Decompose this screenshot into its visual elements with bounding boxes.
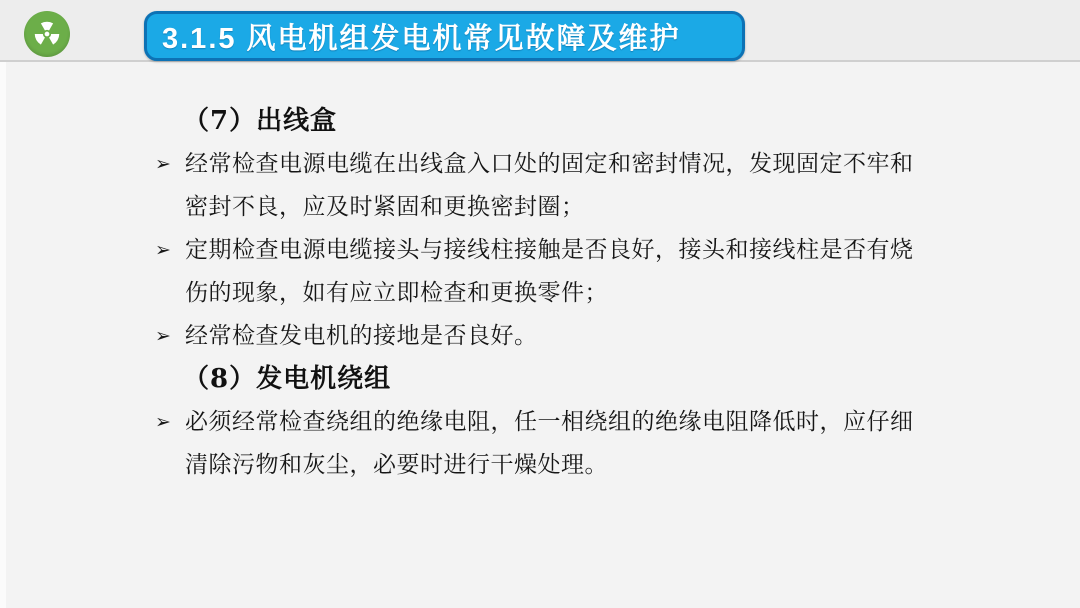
logo-badge: [24, 11, 70, 57]
slide-header-band: [0, 0, 1080, 62]
bullet-text: [185, 401, 1000, 487]
bullet-arrow-icon: ➢: [155, 411, 171, 433]
slide-title: 3.1.5 风电机组发电机常见故障及维护: [162, 22, 681, 55]
bullet-line: 定期检查电源电缆接头与接线柱接触是否良好，接头和接线柱是否有烧: [185, 237, 914, 263]
bullet-line: 密封不良，应及时紧固和更换密封圈；: [185, 194, 585, 220]
bullet-text: [185, 143, 1000, 229]
title-bar: [144, 11, 745, 61]
bullet-text: [185, 229, 1000, 315]
section-heading-7: （7）出线盒: [183, 106, 338, 136]
bullet-item: [155, 315, 1000, 358]
bullet-line: 必须经常检查绕组的绝缘电阻，任一相绕组的绝缘电阻降低时，应仔细: [185, 409, 914, 435]
slide-body: [0, 62, 1080, 487]
bullet-arrow-icon: ➢: [155, 325, 171, 347]
bullet-line: 经常检查发电机的接地是否良好。: [185, 323, 538, 349]
bullet-line: 清除污物和灰尘，必要时进行干燥处理。: [185, 452, 608, 478]
bullet-text: [185, 315, 1000, 358]
bullet-arrow-icon: ➢: [155, 153, 171, 175]
bullet-line: 经常检查电源电缆在出线盒入口处的固定和密封情况，发现固定不牢和: [185, 151, 914, 177]
bullet-arrow-icon: ➢: [155, 239, 171, 261]
bullet-item: [155, 401, 1000, 487]
section-heading-8: （8）发电机绕组: [183, 364, 392, 394]
bullet-item: [155, 229, 1000, 315]
radiation-trefoil-icon: [30, 17, 64, 51]
bullet-line: 伤的现象，如有应立即检查和更换零件；: [185, 280, 608, 306]
bullet-item: [155, 143, 1000, 229]
